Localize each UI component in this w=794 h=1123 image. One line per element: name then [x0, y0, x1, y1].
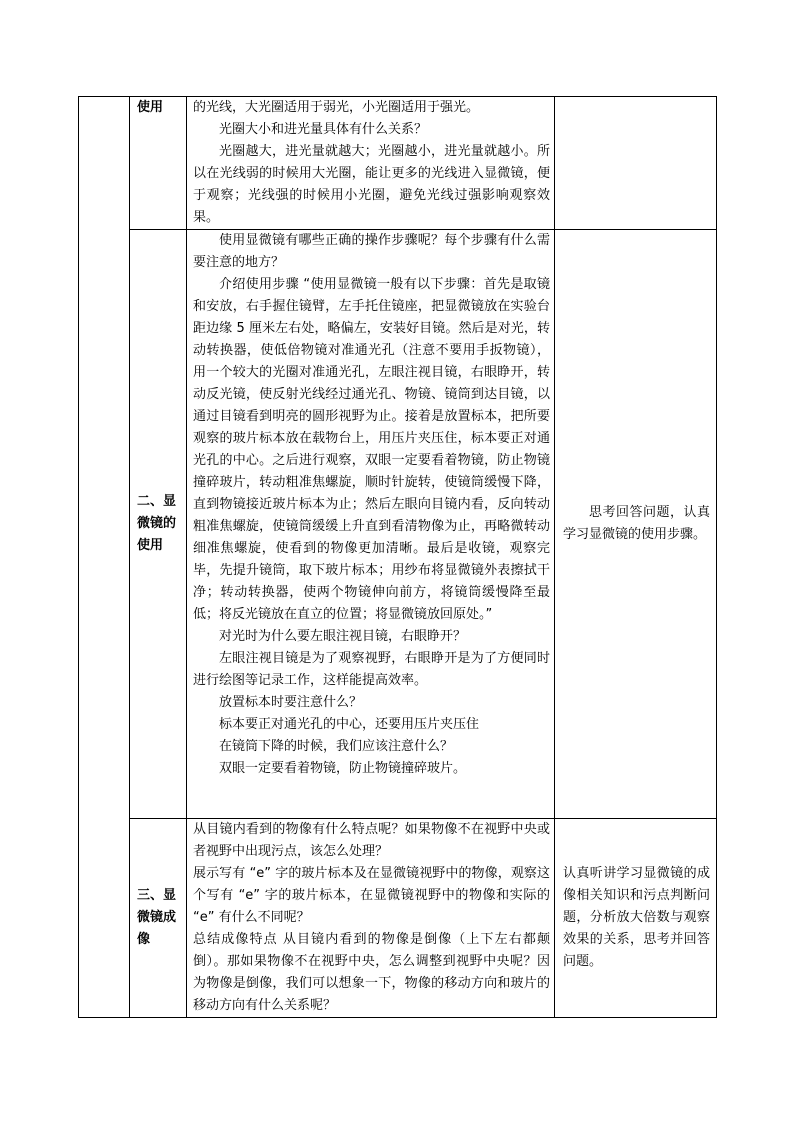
- teacher-activity-cell-usage: [187, 230, 555, 819]
- section-label: 使用: [137, 100, 164, 115]
- section-label: 二、显微镜的使用: [137, 494, 177, 553]
- student-activity-cell-imaging: [555, 819, 717, 1018]
- paragraph: 在镜筒下降的时候，我们应该注意什么？: [219, 739, 454, 754]
- paragraph: 从目镜内看到的物像有什么特点呢？如果物像不在视野中央或者视野中出现污点，该怎么处理？: [193, 822, 550, 859]
- student-activity-cell-intro: [555, 97, 717, 230]
- paragraph: 展示写有 “e” 字的玻片标本及在显微镜视野中的物像，观察这个写有 “e” 字的玻片标本，在显微镜视野中的物像和实际的 “e” 有什么不同呢？: [193, 866, 550, 925]
- paragraph: 使用显微镜有哪些正确的操作步骤呢？每个步骤有什么需要注意的地方？: [193, 233, 550, 270]
- teacher-activity-cell-imaging: [187, 819, 555, 1018]
- table-row-imaging: [79, 819, 717, 1018]
- section-label: 三、显微镜成像: [137, 888, 177, 947]
- lesson-plan-table: [78, 96, 717, 1018]
- paragraph: 总结成像特点 从目镜内看到的物像是倒像（上下左右都颠倒）。那如果物像不在视野中央，怎么调整到视野中央呢？因为物像是倒像，我们可以想象一下，物像的移动方向和玻片的移动方向有什么关系呢？: [193, 932, 550, 1013]
- paragraph: 左眼注视目镜是为了观察视野，右眼睁开是为了方便同时进行绘图等记录工作，这样能提高效率。: [193, 651, 550, 688]
- paragraph: 的光线，大光圈适用于弱光，小光圈适用于强光。: [193, 100, 480, 115]
- section-cell-intro: [130, 97, 187, 230]
- student-activity-cell-usage: [555, 230, 717, 819]
- paragraph: 标本要正对通光孔的中心，还要用压片夹压住: [219, 717, 480, 732]
- paragraph: 双眼一定要看着物镜，防止物镜撞碎玻片。: [219, 761, 467, 776]
- paragraph: 光圈大小和进光量具体有什么关系？: [219, 122, 428, 137]
- section-cell-usage: [130, 230, 187, 819]
- paragraph: 介绍使用步骤 “使用显微镜一般有以下步骤：首先是取镜和安放，右手握住镜臂，左手托住镜座，把显微镜放在实验台距边缘 5 厘米左右处，略偏左，安装好目镜。然后是对光，转动转换器，使低倍物镜对准通光孔（注意不要用手扳物镜），用一个较大的光圈对准通光孔，左眼注视目镜，右眼睁开，转动反光镜，使反射光线经过通光孔、物镜、镜筒到达目镜，以通过目镜看到明亮的圆形视野为止。接着是放置标本，把所要观察的玻片标本放在载物台上，用压片夹压住，标本要正对通光孔的中心。之后进行观察，双眼一定要看着物镜，防止物镜撞碎玻片，转动粗准焦螺旋，顺时针旋转，使镜筒缓慢下降，直到物镜接近玻片标本为止；然后左眼向目镜内看，反向转动粗准焦螺旋，使镜筒缓缓上升直到看清物像为止，再略微转动细准焦螺旋，使看到的物像更加清晰。最后是收镜，观察完毕，先提升镜筒，取下玻片标本；用纱布将显微镜外表擦拭干净；转动转换器，使两个物镜伸向前方，将镜筒缓慢降至最低；将反光镜放在直立的位置；将显微镜放回原处。”: [193, 277, 550, 622]
- paragraph: 放置标本时要注意什么？: [219, 695, 363, 710]
- paragraph: 光圈越大，进光量就越大；光圈越小，进光量就越小。所以在光线弱的时候用大光圈，能让更多的光线进入显微镜，便于观察；光线强的时候用小光圈，避免光线过强影响观察效果。: [193, 144, 550, 225]
- student-activity-text: 思考回答问题，认真学习显微镜的使用步骤。: [563, 505, 710, 542]
- section-cell-imaging: [130, 819, 187, 1018]
- table-row-usage: [79, 230, 717, 819]
- paragraph: 对光时为什么要左眼注视目镜，右眼睁开？: [219, 629, 467, 644]
- teacher-activity-cell-intro: [187, 97, 555, 230]
- outer-stage-cell: [79, 97, 130, 1018]
- student-activity-text: 认真听讲学习显微镜的成像相关知识和污点判断问题，分析放大倍数与观察效果的关系，思考并回答问题。: [563, 866, 710, 969]
- table-row-intro: [79, 97, 717, 230]
